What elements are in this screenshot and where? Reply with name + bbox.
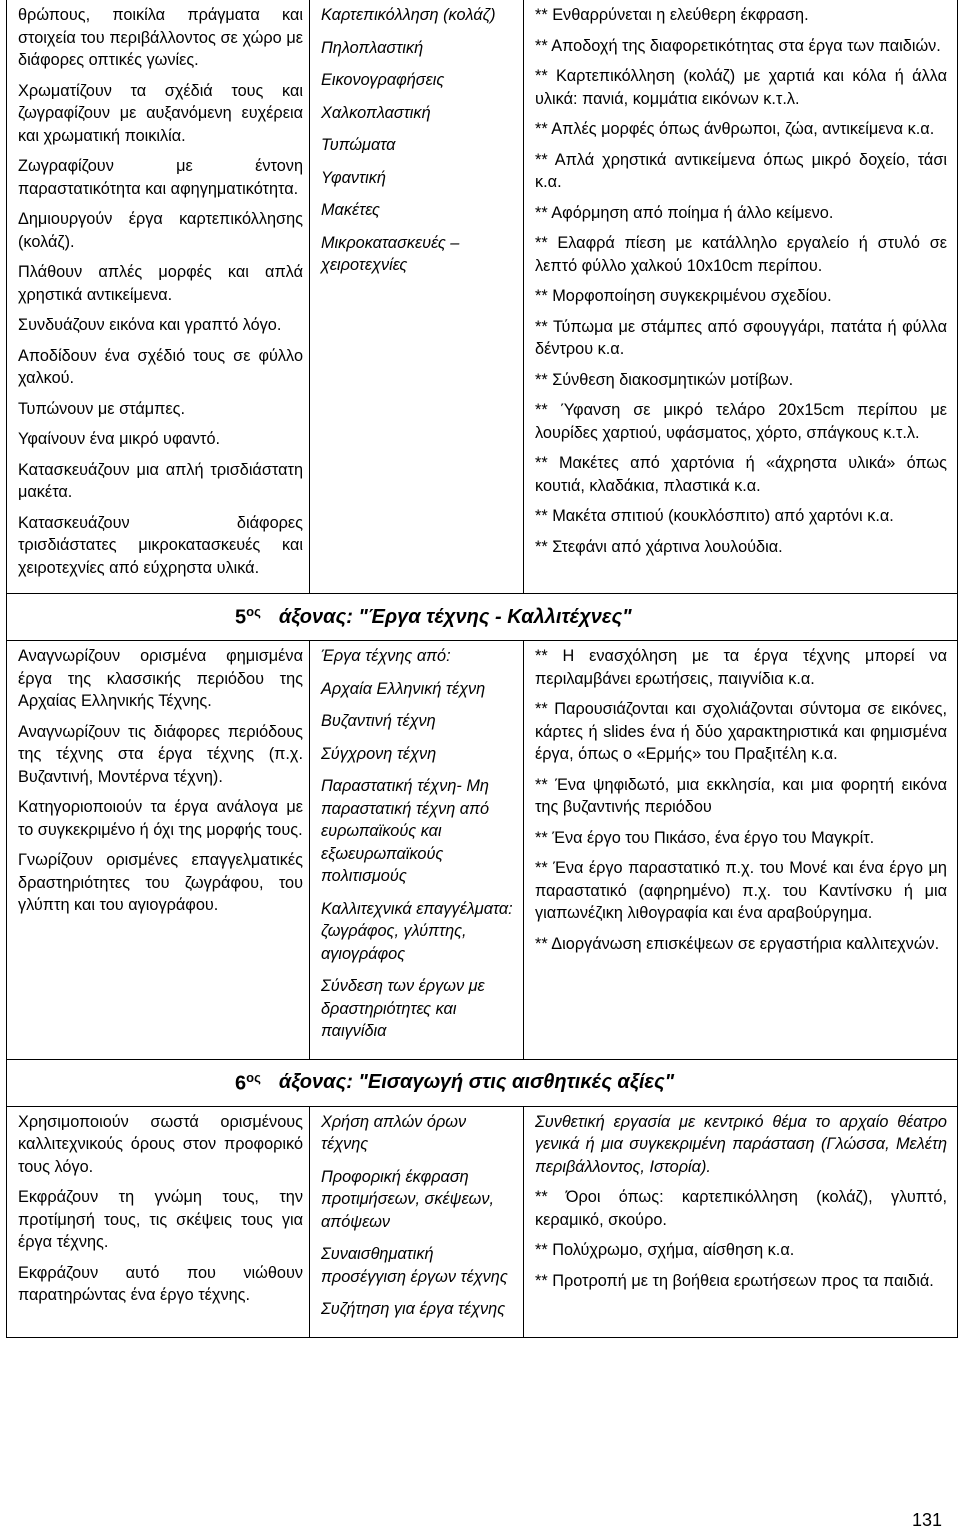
topic-item: Μακέτες <box>321 201 380 219</box>
activity-item: ** Μακέτες από χαρτόνια ή «άχρηστα υλικά» όπως κουτιά, κλαδάκια, πλαστικά κ.α. <box>535 454 947 495</box>
activities-column <box>524 1107 957 1337</box>
activity-item: ** Αφόρμηση από ποίημα ή άλλο κείμενο. <box>535 203 834 222</box>
objective-item: Γνωρίζουν ορισμένες επαγγελματικές δραστηριότητες του ζωγράφου, του γλύπτη και του αγιογράφου. <box>18 851 303 914</box>
activity-item: ** Καρτεπικόλληση (κολάζ) με χαρτιά και κόλα ή άλλα υλικά: πανιά, κομμάτια εικόνων κ.τ.λ. <box>535 67 947 108</box>
activity-item: ** Η ενασχόληση με τα έργα τέχνης μπορεί να περιλαμβάνει ερωτήσεις, παιγνίδια κ.α. <box>535 647 947 688</box>
topic-item: Προφορική έκφραση προτιμήσεων, σκέψεων, απόψεων <box>321 1167 495 1231</box>
objectives-column <box>7 641 310 1059</box>
section4-row <box>7 0 957 593</box>
activity-item: ** Ένα ψηφιδωτό, μια εκκλησία, και μια φορητή εικόνα της βυζαντινής περιόδου <box>535 775 947 816</box>
activity-item: ** Όροι όπως: καρτεπικόλληση (κολάζ), γλυπτό, κεραμικό, σκούρο. <box>535 1188 947 1229</box>
objective-item: Χρησιμοποιούν σωστά ορισμένους καλλιτεχνικούς όρους στον προφορικό τους λόγο. <box>18 1112 303 1176</box>
topic-item: Χρήση απλών όρων τέχνης <box>321 1112 467 1153</box>
section5-row <box>7 640 957 1059</box>
objectives-column <box>7 0 310 593</box>
activity-item: ** Παρουσιάζονται και σχολιάζονται σύντομα σε εικόνες, κάρτες ή slides ένα ή δύο χαρακτηριστικά και φημισμένα έργα, όπως ο «Ερμής» του Πραξιτέλη κ.α. <box>535 700 947 763</box>
topic-item: Βυζαντινή τέχνη <box>321 712 436 730</box>
topic-item: Συναισθηματική προσέγγιση έργων τέχνης <box>321 1245 508 1286</box>
objective-item: Δημιουργούν έργα καρτεπικόλλησης (κολάζ). <box>18 210 303 251</box>
section5-number: $5^{o\varsigma}$ <box>235 604 261 629</box>
objective-item: Υφαίνουν ένα μικρό υφαντό. <box>18 430 221 448</box>
topics-column <box>310 641 524 1059</box>
topic-item: Έργα τέχνης από: <box>321 647 451 665</box>
topic-item: Σύγχρονη τέχνη <box>321 744 437 763</box>
objective-item: Εκφράζουν τη γνώμη τους, την προτίμησή τους, τις σκέψεις τους για έργα τέχνης. <box>18 1188 303 1251</box>
topic-item: Συζήτηση για έργα τέχνης <box>321 1300 506 1318</box>
topic-item: Τυπώματα <box>321 136 396 154</box>
objective-item: Κατασκευάζουν μια απλή τρισδιάστατη μακέτα. <box>18 460 303 501</box>
objective-item: Αποδίδουν ένα σχέδιό τους σε φύλλο χαλκού. <box>18 346 303 387</box>
activity-item: ** Αποδοχή της διαφορετικότητας στα έργα των παιδιών. <box>535 36 941 55</box>
activity-item: ** Προτροπή με τη βοήθεια ερωτήσεων προς τα παιδιά. <box>535 1271 934 1290</box>
topic-item: Χαλκοπλαστική <box>321 103 431 122</box>
section5-heading <box>7 593 957 640</box>
topic-item: Πηλοπλαστική <box>321 38 424 57</box>
activity-item: ** Ένα έργο παραστατικό π.χ. του Μονέ και ένα έργο μη παραστατικό (αφηρημένο) π.χ. του Καντίνσκυ ή μια γιαπωνέζικη λιθογραφία και ένα αραβούργημα. <box>535 859 947 922</box>
activities-column <box>524 0 957 593</box>
activity-item: ** Στεφάνι από χάρτινα λουλούδια. <box>535 537 783 556</box>
section5-title: άξονας: "Έργα τέχνης - Καλλιτέχνες" <box>278 605 632 628</box>
objective-item: Χρωματίζουν τα σχέδιά τους και ζωγραφίζουν με αυξανόμενη ευχέρεια και χρωματική ποικιλία. <box>18 81 303 145</box>
activity-item: ** Ύφανση σε μικρό τελάρο 20x15cm περίπου με λουρίδες χαρτιού, υφάσματος, χόρτο, σπάγκους κ.τ.λ. <box>535 401 947 442</box>
page-number: 131 <box>911 1510 942 1530</box>
objective-item: θρώπους, ποικίλα πράγματα και στοιχεία του περιβάλλοντος σε χώρο με διάφορες οπτικές γωνίες. <box>18 6 303 69</box>
activity-item: ** Απλά χρηστικά αντικείμενα όπως μικρό δοχείο, τάσι κ.α. <box>535 150 947 191</box>
topic-item: Παραστατική τέχνη- Μη παραστατική τέχνη από ευρωπαϊκούς και εξωευρωπαϊκούς πολιτισμούς <box>321 777 490 885</box>
objective-item: Αναγνωρίζουν ορισμένα φημισμένα έργα της κλασσικής περιόδου της Αρχαίας Ελληνικής Τέχνης. <box>18 647 303 710</box>
activity-item: ** Μακέτα σπιτιού (κουκλόσπιτο) από χαρτόνι κ.α. <box>535 507 894 525</box>
topics-column <box>310 1107 524 1337</box>
section6-title: άξονας: "Εισαγωγή στις αισθητικές αξίες" <box>278 1071 675 1093</box>
topic-item: Αρχαία Ελληνική τέχνη <box>321 679 486 698</box>
section6-number: $6^{o\varsigma}$ <box>235 1069 261 1095</box>
topic-item: Υφαντική <box>321 168 386 187</box>
topic-item: Μικροκατασκευές – χειροτεχνίες <box>321 233 460 274</box>
activity-item: ** Μορφοποίηση συγκεκριμένου σχεδίου. <box>535 287 832 305</box>
topic-item: Εικονογραφήσεις <box>321 71 445 89</box>
activity-item: ** Πολύχρωμο, σχήμα, αίσθηση κ.α. <box>535 1241 795 1259</box>
activity-item: ** Απλές μορφές όπως άνθρωποι, ζώα, αντικείμενα κ.α. <box>535 120 935 138</box>
section6-row <box>7 1106 957 1337</box>
objective-item: Ζωγραφίζουν με έντονη παραστατικότητα και αφηγηματικότητα. <box>18 157 303 198</box>
activity-item-italic: Συνθετική εργασία με κεντρικό θέμα το αρχαίο θέατρο γενικά ή μια συγκεκριμένη παράσταση (Γλώσσα, Μελέτη περιβάλλοντος, Ιστορία). <box>535 1112 947 1176</box>
topics-column <box>310 0 524 593</box>
curriculum-table <box>6 0 958 1338</box>
activity-item: ** Ένα έργο του Πικάσο, ένα έργο του Μαγκρίτ. <box>535 828 875 847</box>
topic-item: Σύνδεση των έργων με δραστηριότητες και παιγνίδια <box>321 977 485 1040</box>
objective-item: Αναγνωρίζουν τις διάφορες περιόδους της τέχνης στα έργα τέχνης (π.χ. Βυζαντινή, Μοντέρνα τέχνη). <box>18 722 303 786</box>
topic-item: Καρτεπικόλληση (κολάζ) <box>321 6 496 24</box>
objective-item: Κατασκευάζουν διάφορες τρισδιάστατες μικροκατασκευές και χειροτεχνίες από εύχρηστα υλικά. <box>18 513 303 577</box>
activity-item: ** Ενθαρρύνεται η ελεύθερη έκφραση. <box>535 6 809 24</box>
activity-item: ** Ελαφρά πίεση με κατάλληλο εργαλείο ή στυλό σε λεπτό φύλλο χαλκού 10x10cm περίπου. <box>535 234 947 275</box>
activity-item: ** Σύνθεση διακοσμητικών μοτίβων. <box>535 370 794 389</box>
section6-heading <box>7 1059 957 1106</box>
objective-item: Τυπώνουν με στάμπες. <box>18 399 185 418</box>
activity-item: ** Διοργάνωση επισκέψεων σε εργαστήρια καλλιτεχνών. <box>535 934 940 953</box>
objective-item: Πλάθουν απλές μορφές και απλά χρηστικά αντικείμενα. <box>18 263 303 304</box>
activities-column <box>524 641 957 1059</box>
topic-item: Καλλιτεχνικά επαγγέλματα: ζωγράφος, γλύπτης, αγιογράφος <box>321 899 513 963</box>
objective-item: Κατηγοριοποιούν τα έργα ανάλογα με το συγκεκριμένο ή όχι της μορφής τους. <box>18 798 303 839</box>
activity-item: ** Τύπωμα με στάμπες από σφουγγάρι, πατάτα ή φύλλα δέντρου κ.α. <box>535 317 947 358</box>
objectives-column <box>7 1107 310 1337</box>
objective-item: Εκφράζουν αυτό που νιώθουν παρατηρώντας ένα έργο τέχνης. <box>18 1263 303 1304</box>
objective-item: Συνδυάζουν εικόνα και γραπτό λόγο. <box>18 316 282 334</box>
